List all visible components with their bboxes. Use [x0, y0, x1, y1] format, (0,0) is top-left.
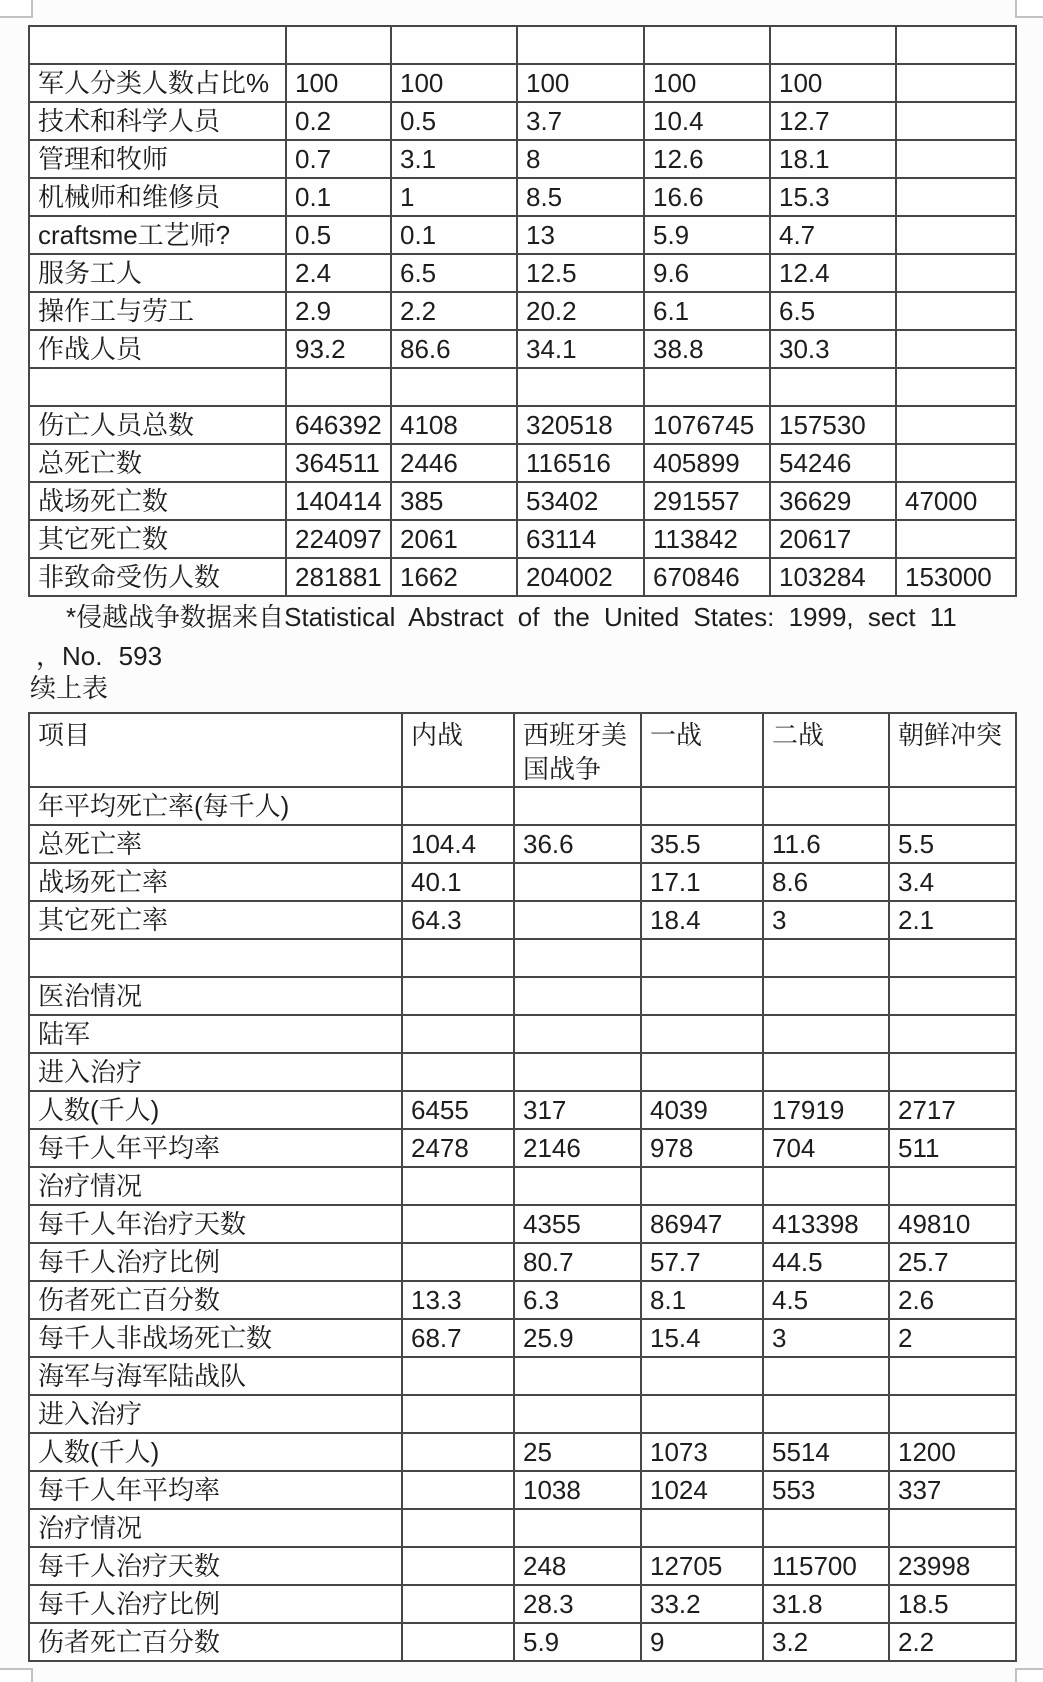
value-cell: 1076745: [644, 406, 770, 444]
value-cell: [889, 1509, 1016, 1547]
value-cell: 54246: [770, 444, 896, 482]
value-cell: 57.7: [641, 1243, 763, 1281]
value-cell: 281881: [286, 558, 391, 596]
value-cell: [889, 977, 1016, 1015]
value-cell: [402, 1433, 514, 1471]
value-cell: 13: [517, 216, 644, 254]
value-cell: 20617: [770, 520, 896, 558]
value-cell: 2446: [391, 444, 517, 482]
value-cell: [641, 1167, 763, 1205]
value-cell: 44.5: [763, 1243, 889, 1281]
value-cell: 2.9: [286, 292, 391, 330]
value-cell: [517, 368, 644, 406]
value-cell: 670846: [644, 558, 770, 596]
value-cell: [402, 787, 514, 825]
value-cell: 3.4: [889, 863, 1016, 901]
value-cell: 93.2: [286, 330, 391, 368]
value-cell: [514, 939, 641, 977]
value-cell: [402, 1015, 514, 1053]
row-label: 治疗情况: [29, 1509, 402, 1547]
page-margin-mark-bottom-right: [1015, 1668, 1043, 1682]
table-row: [29, 140, 1016, 178]
table-row: [29, 292, 1016, 330]
table-row: [29, 520, 1016, 558]
row-label: 操作工与劳工: [29, 292, 286, 330]
value-cell: 100: [644, 64, 770, 102]
row-label: 每千人年治疗天数: [29, 1205, 402, 1243]
value-cell: 53402: [517, 482, 644, 520]
value-cell: 34.1: [517, 330, 644, 368]
value-cell: 2: [889, 1319, 1016, 1357]
value-cell: 140414: [286, 482, 391, 520]
value-cell: 64.3: [402, 901, 514, 939]
table-row: [29, 1015, 1016, 1053]
value-cell: 6.5: [770, 292, 896, 330]
row-label: 人数(千人): [29, 1433, 402, 1471]
value-cell: [641, 939, 763, 977]
value-cell: 3: [763, 901, 889, 939]
value-cell: 30.3: [770, 330, 896, 368]
value-cell: 31.8: [763, 1585, 889, 1623]
value-cell: [514, 1395, 641, 1433]
header-war-label: 西班牙美国战争: [514, 713, 641, 787]
value-cell: [514, 787, 641, 825]
row-label: craftsme工艺师?: [29, 216, 286, 254]
value-cell: 47000: [896, 482, 1016, 520]
row-label: 海军与海军陆战队: [29, 1357, 402, 1395]
value-cell: [391, 26, 517, 64]
value-cell: [889, 1053, 1016, 1091]
value-cell: 68.7: [402, 1319, 514, 1357]
row-label: 陆军: [29, 1015, 402, 1053]
value-cell: 2.6: [889, 1281, 1016, 1319]
value-cell: 13.3: [402, 1281, 514, 1319]
value-cell: 8.1: [641, 1281, 763, 1319]
value-cell: 1200: [889, 1433, 1016, 1471]
value-cell: [402, 1547, 514, 1585]
row-label: 服务工人: [29, 254, 286, 292]
value-cell: 0.2: [286, 102, 391, 140]
value-cell: [763, 977, 889, 1015]
value-cell: 2.1: [889, 901, 1016, 939]
value-cell: [889, 1167, 1016, 1205]
value-cell: [763, 939, 889, 977]
value-cell: [889, 1015, 1016, 1053]
footnote-source-line2: ，No. 593: [36, 641, 163, 671]
row-label: 进入治疗: [29, 1395, 402, 1433]
value-cell: 18.1: [770, 140, 896, 178]
value-cell: [641, 1015, 763, 1053]
value-cell: 23998: [889, 1547, 1016, 1585]
value-cell: [889, 1357, 1016, 1395]
value-cell: 364511: [286, 444, 391, 482]
value-cell: [402, 1509, 514, 1547]
value-cell: [517, 26, 644, 64]
value-cell: 1024: [641, 1471, 763, 1509]
table-row: [29, 254, 1016, 292]
value-cell: [889, 939, 1016, 977]
value-cell: 204002: [517, 558, 644, 596]
table-row: [29, 1129, 1016, 1167]
table-row: [29, 977, 1016, 1015]
row-label: 年平均死亡率(每千人): [29, 787, 402, 825]
value-cell: 4039: [641, 1091, 763, 1129]
table-row: [29, 1167, 1016, 1205]
value-cell: 2717: [889, 1091, 1016, 1129]
value-cell: [896, 102, 1016, 140]
value-cell: 49810: [889, 1205, 1016, 1243]
value-cell: 3.2: [763, 1623, 889, 1661]
value-cell: 115700: [763, 1547, 889, 1585]
header-item-label: 项目: [29, 713, 402, 787]
value-cell: [896, 216, 1016, 254]
table-row: [29, 1319, 1016, 1357]
value-cell: 511: [889, 1129, 1016, 1167]
value-cell: 9: [641, 1623, 763, 1661]
table-row: [29, 787, 1016, 825]
value-cell: 28.3: [514, 1585, 641, 1623]
value-cell: 12.5: [517, 254, 644, 292]
value-cell: 9.6: [644, 254, 770, 292]
value-cell: 104.4: [402, 825, 514, 863]
value-cell: [641, 1509, 763, 1547]
value-cell: 116516: [517, 444, 644, 482]
value-cell: [286, 368, 391, 406]
row-label: 每千人年平均率: [29, 1471, 402, 1509]
table-row: [29, 1509, 1016, 1547]
value-cell: 18.4: [641, 901, 763, 939]
page-margin-mark-top-right: [1015, 0, 1043, 18]
value-cell: 6.3: [514, 1281, 641, 1319]
value-cell: 63114: [517, 520, 644, 558]
value-cell: [402, 1205, 514, 1243]
row-label: 战场死亡数: [29, 482, 286, 520]
row-label: 进入治疗: [29, 1053, 402, 1091]
row-label: 战场死亡率: [29, 863, 402, 901]
value-cell: 12.4: [770, 254, 896, 292]
row-label: 机械师和维修员: [29, 178, 286, 216]
value-cell: [896, 292, 1016, 330]
value-cell: [896, 406, 1016, 444]
value-cell: [514, 1053, 641, 1091]
value-cell: 38.8: [644, 330, 770, 368]
value-cell: 0.5: [391, 102, 517, 140]
value-cell: 80.7: [514, 1243, 641, 1281]
value-cell: 25.7: [889, 1243, 1016, 1281]
value-cell: 100: [391, 64, 517, 102]
value-cell: [763, 787, 889, 825]
value-cell: 100: [517, 64, 644, 102]
table-row: [29, 406, 1016, 444]
value-cell: 17919: [763, 1091, 889, 1129]
row-label: 人数(千人): [29, 1091, 402, 1129]
value-cell: 413398: [763, 1205, 889, 1243]
value-cell: 4108: [391, 406, 517, 444]
value-cell: 4.7: [770, 216, 896, 254]
value-cell: [641, 977, 763, 1015]
value-cell: [896, 444, 1016, 482]
row-label: 其它死亡率: [29, 901, 402, 939]
table-row: [29, 558, 1016, 596]
value-cell: [896, 64, 1016, 102]
row-label: 治疗情况: [29, 1167, 402, 1205]
row-label: 每千人治疗比例: [29, 1585, 402, 1623]
value-cell: [896, 178, 1016, 216]
value-cell: 36629: [770, 482, 896, 520]
table-row: [29, 1205, 1016, 1243]
value-cell: 86.6: [391, 330, 517, 368]
value-cell: [514, 1509, 641, 1547]
value-cell: [402, 1357, 514, 1395]
row-label: 每千人非战场死亡数: [29, 1319, 402, 1357]
value-cell: 36.6: [514, 825, 641, 863]
value-cell: 153000: [896, 558, 1016, 596]
value-cell: 8.5: [517, 178, 644, 216]
table-row: [29, 26, 1016, 64]
value-cell: [889, 787, 1016, 825]
header-war-label: 朝鲜冲突: [889, 713, 1016, 787]
header-war-label: 一战: [641, 713, 763, 787]
value-cell: [763, 1357, 889, 1395]
table-row: [29, 216, 1016, 254]
value-cell: [391, 368, 517, 406]
value-cell: 2146: [514, 1129, 641, 1167]
row-label: [29, 368, 286, 406]
value-cell: 12.7: [770, 102, 896, 140]
value-cell: [402, 1623, 514, 1661]
value-cell: 100: [286, 64, 391, 102]
value-cell: 224097: [286, 520, 391, 558]
value-cell: 1662: [391, 558, 517, 596]
value-cell: 12705: [641, 1547, 763, 1585]
table-row: [29, 1623, 1016, 1661]
header-war-label: 内战: [402, 713, 514, 787]
table-row: [29, 482, 1016, 520]
table-death-rates-and-treatment: [28, 712, 1017, 1662]
value-cell: [770, 26, 896, 64]
value-cell: 2.2: [391, 292, 517, 330]
value-cell: [644, 368, 770, 406]
value-cell: [402, 1053, 514, 1091]
row-label: [29, 26, 286, 64]
table-row: [29, 1433, 1016, 1471]
row-label: 伤亡人员总数: [29, 406, 286, 444]
row-label: 作战人员: [29, 330, 286, 368]
value-cell: [896, 26, 1016, 64]
value-cell: 1: [391, 178, 517, 216]
value-cell: 385: [391, 482, 517, 520]
value-cell: 15.4: [641, 1319, 763, 1357]
value-cell: [896, 254, 1016, 292]
row-label: [29, 939, 402, 977]
value-cell: 35.5: [641, 825, 763, 863]
value-cell: 704: [763, 1129, 889, 1167]
value-cell: 0.1: [286, 178, 391, 216]
value-cell: 5514: [763, 1433, 889, 1471]
value-cell: [896, 140, 1016, 178]
table-row: [29, 1547, 1016, 1585]
value-cell: 103284: [770, 558, 896, 596]
value-cell: [896, 368, 1016, 406]
value-cell: 0.7: [286, 140, 391, 178]
row-label: 总死亡率: [29, 825, 402, 863]
value-cell: 33.2: [641, 1585, 763, 1623]
value-cell: [763, 1395, 889, 1433]
table-row: [29, 1053, 1016, 1091]
row-label: 每千人年平均率: [29, 1129, 402, 1167]
value-cell: 2.2: [889, 1623, 1016, 1661]
value-cell: 6.5: [391, 254, 517, 292]
table-row: [29, 1471, 1016, 1509]
value-cell: 405899: [644, 444, 770, 482]
table-row: [29, 1281, 1016, 1319]
table-row: [29, 444, 1016, 482]
value-cell: [514, 1167, 641, 1205]
value-cell: 5.5: [889, 825, 1016, 863]
value-cell: 8.6: [763, 863, 889, 901]
value-cell: 100: [770, 64, 896, 102]
value-cell: [514, 901, 641, 939]
value-cell: 0.1: [391, 216, 517, 254]
value-cell: 25.9: [514, 1319, 641, 1357]
value-cell: 1073: [641, 1433, 763, 1471]
value-cell: 2.4: [286, 254, 391, 292]
value-cell: [402, 1395, 514, 1433]
value-cell: 978: [641, 1129, 763, 1167]
value-cell: 10.4: [644, 102, 770, 140]
table-row: [29, 1395, 1016, 1433]
value-cell: 2478: [402, 1129, 514, 1167]
value-cell: [641, 1357, 763, 1395]
value-cell: [763, 1509, 889, 1547]
value-cell: [889, 1395, 1016, 1433]
value-cell: [763, 1015, 889, 1053]
value-cell: [641, 1395, 763, 1433]
value-cell: 320518: [517, 406, 644, 444]
value-cell: [641, 787, 763, 825]
value-cell: 25: [514, 1433, 641, 1471]
table-row: [29, 863, 1016, 901]
table2-body: [29, 713, 1016, 1661]
value-cell: 291557: [644, 482, 770, 520]
value-cell: [402, 1167, 514, 1205]
value-cell: 553: [763, 1471, 889, 1509]
value-cell: 1038: [514, 1471, 641, 1509]
value-cell: 8: [517, 140, 644, 178]
row-label: 伤者死亡百分数: [29, 1281, 402, 1319]
value-cell: [514, 977, 641, 1015]
value-cell: 5.9: [644, 216, 770, 254]
value-cell: [514, 1357, 641, 1395]
value-cell: [402, 1585, 514, 1623]
row-label: 每千人治疗天数: [29, 1547, 402, 1585]
value-cell: 337: [889, 1471, 1016, 1509]
row-label: 伤者死亡百分数: [29, 1623, 402, 1661]
value-cell: 3: [763, 1319, 889, 1357]
value-cell: 2061: [391, 520, 517, 558]
value-cell: [286, 26, 391, 64]
value-cell: [896, 330, 1016, 368]
value-cell: 18.5: [889, 1585, 1016, 1623]
row-label: 总死亡数: [29, 444, 286, 482]
value-cell: [763, 1053, 889, 1091]
row-label: 每千人治疗比例: [29, 1243, 402, 1281]
value-cell: [763, 1167, 889, 1205]
table-row: [29, 1357, 1016, 1395]
value-cell: 4355: [514, 1205, 641, 1243]
value-cell: 40.1: [402, 863, 514, 901]
table-row: [29, 102, 1016, 140]
table-row: [29, 825, 1016, 863]
value-cell: 6455: [402, 1091, 514, 1129]
value-cell: 248: [514, 1547, 641, 1585]
value-cell: 0.5: [286, 216, 391, 254]
page-margin-mark-bottom-left: [0, 1668, 33, 1682]
table-row: [29, 1585, 1016, 1623]
value-cell: [402, 1243, 514, 1281]
row-label: 军人分类人数占比%: [29, 64, 286, 102]
row-label: 其它死亡数: [29, 520, 286, 558]
value-cell: 3.7: [517, 102, 644, 140]
table-row: [29, 901, 1016, 939]
value-cell: 157530: [770, 406, 896, 444]
value-cell: 20.2: [517, 292, 644, 330]
table-row: [29, 1243, 1016, 1281]
row-label: 医治情况: [29, 977, 402, 1015]
value-cell: [514, 1015, 641, 1053]
table1-body: [29, 26, 1016, 596]
value-cell: 86947: [641, 1205, 763, 1243]
header-war-label: 二战: [763, 713, 889, 787]
value-cell: 12.6: [644, 140, 770, 178]
value-cell: [770, 368, 896, 406]
footnote-source-line1: *侵越战争数据来自Statistical Abstract of the United States: 1999, sect 11: [66, 602, 957, 632]
table-row: [29, 939, 1016, 977]
table-row: [29, 368, 1016, 406]
table-header-row: [29, 713, 1016, 787]
table-row: [29, 64, 1016, 102]
table-military-personnel-and-casualties: [28, 25, 1017, 597]
row-label: 管理和牧师: [29, 140, 286, 178]
value-cell: 4.5: [763, 1281, 889, 1319]
value-cell: 3.1: [391, 140, 517, 178]
value-cell: [402, 939, 514, 977]
value-cell: [402, 1471, 514, 1509]
value-cell: [644, 26, 770, 64]
value-cell: 5.9: [514, 1623, 641, 1661]
value-cell: [402, 977, 514, 1015]
value-cell: 16.6: [644, 178, 770, 216]
value-cell: 113842: [644, 520, 770, 558]
value-cell: 11.6: [763, 825, 889, 863]
table-row: [29, 1091, 1016, 1129]
value-cell: [641, 1053, 763, 1091]
page-margin-mark-top-left: [0, 0, 33, 18]
table-row: [29, 178, 1016, 216]
continued-table-label: 续上表: [30, 673, 109, 703]
value-cell: 646392: [286, 406, 391, 444]
value-cell: 6.1: [644, 292, 770, 330]
row-label: 技术和科学人员: [29, 102, 286, 140]
value-cell: 317: [514, 1091, 641, 1129]
value-cell: [514, 863, 641, 901]
table-row: [29, 330, 1016, 368]
value-cell: [896, 520, 1016, 558]
value-cell: 17.1: [641, 863, 763, 901]
row-label: 非致命受伤人数: [29, 558, 286, 596]
value-cell: 15.3: [770, 178, 896, 216]
